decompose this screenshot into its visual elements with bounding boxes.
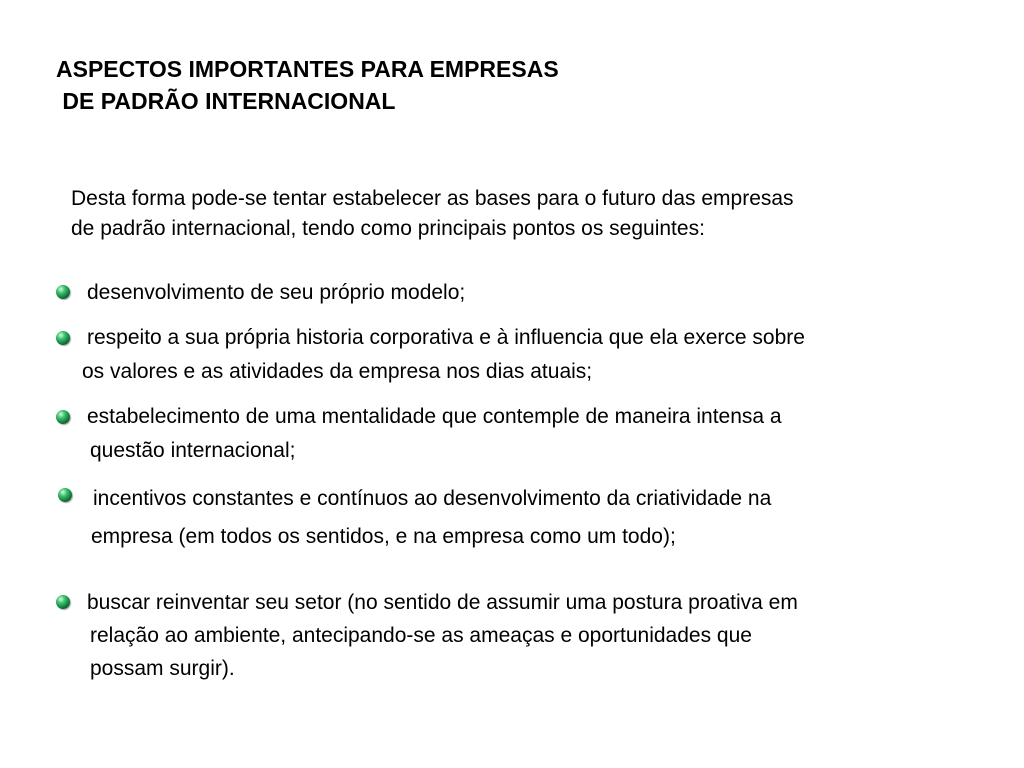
- green-sphere-bullet-icon: [58, 488, 72, 502]
- list-item-3-line-1: estabelecimento de uma mentalidade que contemple de maneira intensa a: [87, 405, 782, 428]
- list-item-2-line-2: os valores e as atividades da empresa nos dias atuais;: [82, 360, 593, 383]
- list-item-3-line-2: questão internacional;: [90, 439, 296, 462]
- list-item-3: [87, 400, 782, 468]
- list-item-2: [82, 321, 805, 389]
- slide-title-line-2: DE PADRÃO INTERNACIONAL: [56, 88, 396, 114]
- intro-line-2: de padrão internacional, tendo como principais pontos os seguintes:: [71, 217, 705, 240]
- list-item-5-line-2: relação ao ambiente, antecipando-se as ameaças e oportunidades que: [90, 624, 752, 647]
- list-item-1-line-1: desenvolvimento de seu próprio modelo;: [87, 281, 466, 304]
- slide-title-line-1: ASPECTOS IMPORTANTES PARA EMPRESAS: [56, 56, 559, 82]
- list-item-2-line-1: respeito a sua própria historia corporativa e à influencia que ela exerce sobre: [87, 326, 805, 349]
- list-item-5: [87, 586, 798, 685]
- list-item-5-line-3: possam surgir).: [90, 657, 235, 680]
- list-item-4: [93, 480, 771, 556]
- green-sphere-bullet-icon: [56, 410, 70, 424]
- list-item-4-line-2: empresa (em todos os sentidos, e na empresa como um todo);: [91, 525, 676, 548]
- green-sphere-bullet-icon: [56, 595, 70, 609]
- list-item-1: [87, 276, 465, 310]
- list-item-5-line-1: buscar reinventar seu setor (no sentido de assumir uma postura proativa em: [87, 591, 798, 614]
- intro-line-1: Desta forma pode-se tentar estabelecer as bases para o futuro das empresas: [71, 187, 794, 210]
- green-sphere-bullet-icon: [56, 331, 70, 345]
- green-sphere-bullet-icon: [56, 285, 70, 299]
- list-item-4-line-1: incentivos constantes e contínuos ao desenvolvimento da criatividade na: [93, 487, 772, 510]
